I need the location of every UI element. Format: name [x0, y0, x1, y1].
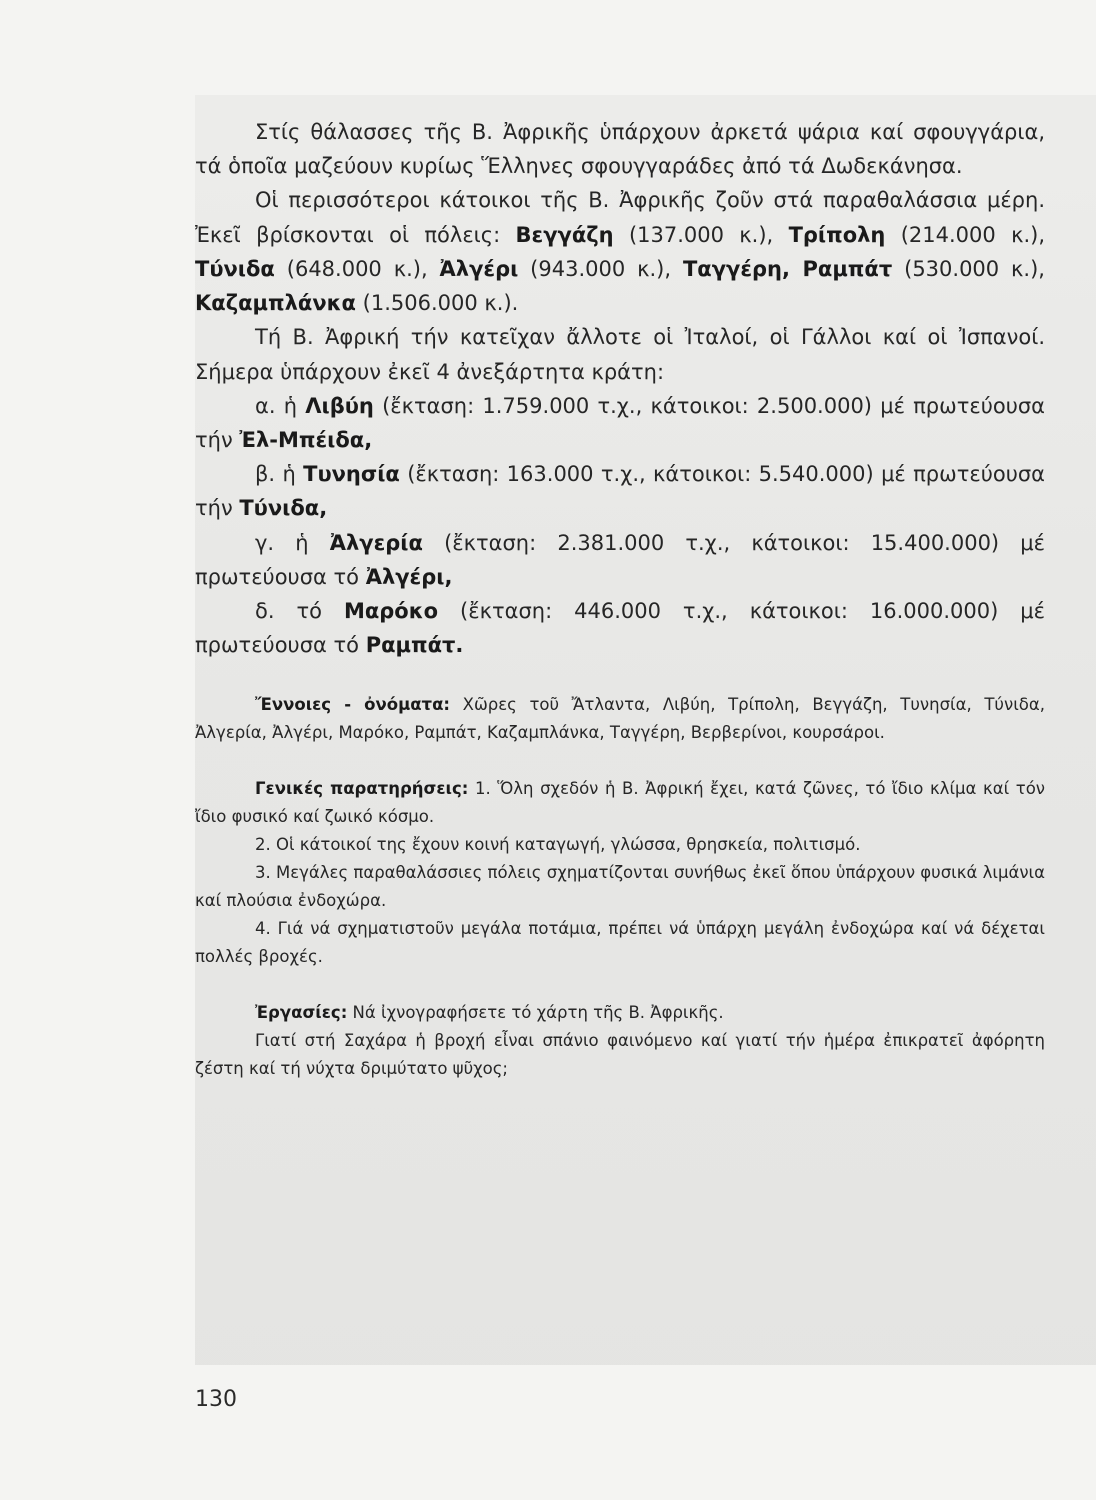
- exercises-label: Ἐργασίες:: [255, 1002, 348, 1022]
- general-note-1: Γενικές παρατηρήσεις: 1. Ὅλη σχεδόν ἡ Β. Ἀφρική ἔχει, κατά ζῶνες, τό ἴδιο κλίμα καί τόν ἴδιο φυσικό καί ζωικό κόσμο.: [195, 778, 1046, 826]
- state-morocco: δ. τό Μαρόκο (ἔκταση: 446.000 τ.χ., κάτοικοι: 16.000.000) μέ πρωτεύουσα τό Ραμπάτ.: [195, 599, 1045, 658]
- city-tunis: Τύνιδα: [195, 256, 275, 281]
- state-libya: α. ἡ Λιβύη (ἔκταση: 1.759.000 τ.χ., κάτοικοι: 2.500.000) μέ πρωτεύουσα τήν Ἐλ-Μπέιδα,: [195, 393, 1045, 452]
- paragraph-cities: Οἱ περισσότεροι κάτοικοι τῆς Β. Ἀφρικῆς ζοῦν στά παραθαλάσσια μέρη. Ἐκεῖ βρίσκονται οἱ πόλεις: Βεγγάζη (137.000 κ.), Τρίπολη (214.000 κ.), Τύνιδα (648.000 κ.), Ἀλγέρι (943.000 κ.), Ταγγέρη, Ραμπάτ (530.000 κ.), Καζαμπλάνκα (1.506.000 κ.).: [195, 188, 1046, 316]
- city-tripoli: Τρίπολη: [788, 222, 886, 247]
- general-label: Γενικές παρατηρήσεις:: [255, 778, 469, 798]
- concepts-names: Ἔννοιες - ὀνόματα: Χῶρες τοῦ Ἄτλαντα, Λιβύη, Τρίπολη, Βεγγάζη, Τυνησία, Τύνιδα, Ἀλγερία, Ἀλγέρι, Μαρόκο, Ραμπάτ, Καζαμπλάνκα, Ταγγέρη, Βερβερίνοι, κουρσάροι.: [195, 694, 1045, 742]
- general-note-3: 3. Μεγάλες παραθαλάσσιες πόλεις σχηματίζονται συνήθως ἐκεῖ ὅπου ὑπάρχουν φυσικά λιμάνια καί πλούσια ἐνδοχώρα.: [195, 862, 1046, 910]
- city-casablanca: Καζαμπλάνκα: [195, 291, 356, 316]
- state-algeria: γ. ἡ Ἀλγερία (ἔκταση: 2.381.000 τ.χ., κάτοικοι: 15.400.000) μέ πρωτεύουσα τό Ἀλγέρι,: [195, 530, 1045, 589]
- general-note-4: 4. Γιά νά σχηματιστοῦν μεγάλα ποτάμια, πρέπει νά ὑπάρχη μεγάλη ἐνδοχώρα καί νά δέχεται πολλές βροχές.: [195, 918, 1045, 966]
- concepts-label: Ἔννοιες - ὀνόματα:: [255, 694, 451, 714]
- state-tunisia: β. ἡ Τυνησία (ἔκταση: 163.000 τ.χ., κάτοικοι: 5.540.000) μέ πρωτεύουσα τήν Τύνιδα,: [195, 462, 1045, 521]
- city-tangier-rabat: Ταγγέρη, Ραμπάτ: [682, 256, 893, 281]
- exercises: Ἐργασίες: Νά ἰχνογραφήσετε τό χάρτη τῆς Β. Ἀφρικῆς.: [255, 1002, 724, 1022]
- paragraph-history: Τή Β. Ἀφρική τήν κατεῖχαν ἄλλοτε οἱ Ἰταλοί, οἱ Γάλλοι καί οἱ Ἰσπανοί. Σήμερα ὑπάρχουν ἐκεῖ 4 ἀνεξάρτητα κράτη:: [195, 325, 1045, 384]
- city-algiers: Ἀλγέρι: [439, 256, 519, 281]
- page-body: [195, 115, 1045, 1083]
- paragraph-sponges: Στίς θάλασσες τῆς Β. Ἀφρικῆς ὑπάρχουν ἀρκετά ψάρια καί σφουγγάρια, τά ὁποῖα μαζεύουν κυρίως Ἕλληνες σφουγγαράδες ἀπό τά Δωδεκάνησα.: [195, 120, 1045, 179]
- page-number: 130: [195, 1387, 237, 1412]
- exercises-question: Γιατί στή Σαχάρα ἡ βροχή εἶναι σπάνιο φαινόμενο καί γιατί τήν ἡμέρα ἐπικρατεῖ ἀφόρητη ζέστη καί τή νύχτα δριμύτατο ψῦχος;: [195, 1030, 1045, 1079]
- city-benghazi: Βεγγάζη: [515, 222, 614, 247]
- general-note-2: 2. Οἱ κάτοικοί της ἔχουν κοινή καταγωγή, γλώσσα, θρησκεία, πολιτισμό.: [255, 834, 861, 854]
